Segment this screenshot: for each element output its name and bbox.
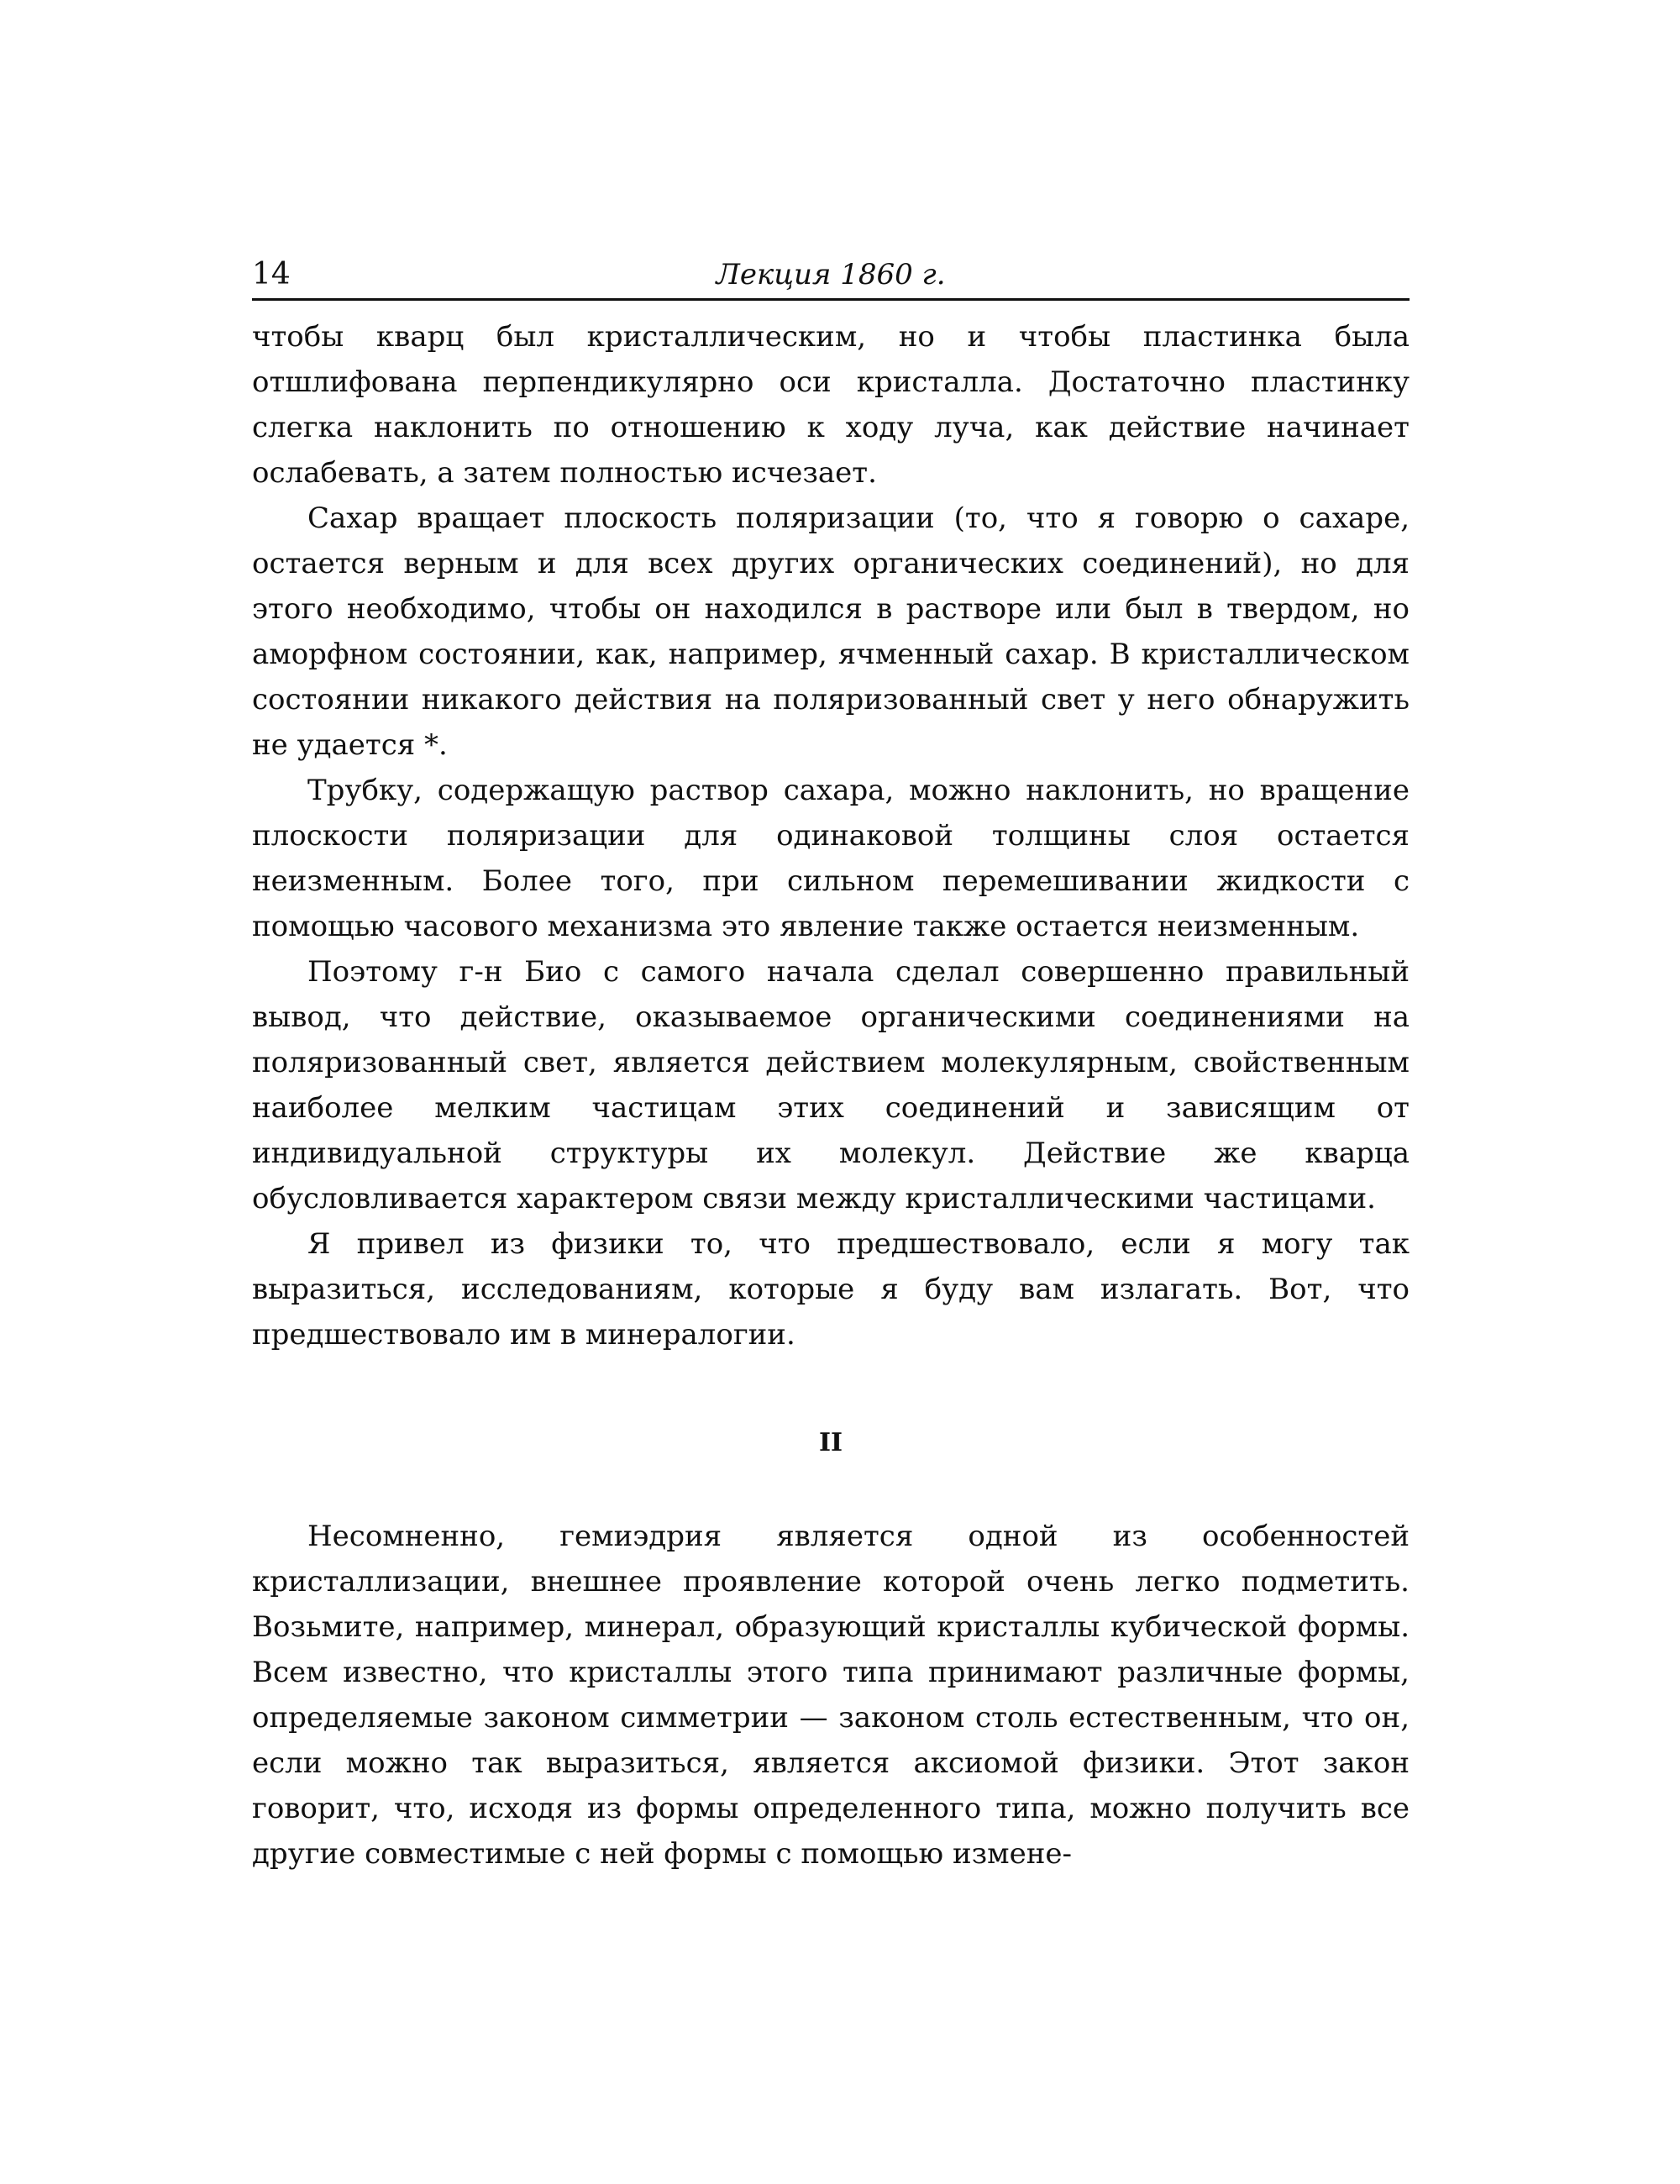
book-page (252, 256, 1410, 1877)
running-head (252, 256, 1410, 301)
body-text (252, 314, 1410, 1877)
paragraph-hemihedry: Несомненно, гемиэдрия является одной из особенностей кристаллизации, внешнее проявление которой очень легко подметить. Возьмите, например, минерал, образующий кристаллы кубической формы. Всем известно, что кристаллы этого типа принимают различные формы, определяемые законом симметрии — законом столь естественным, что он, если можно так выразиться, является аксиомой физики. Этот закон говорит, что, исходя из формы определенного типа, можно получить все другие совместимые с ней формы с помощью измене- (252, 1520, 1410, 1871)
paragraph-physics: Я привел из физики то, что предшествовало, если я могу так выразиться, исследованиям, которые я буду вам излагать. Вот, что предшествовало им в минералогии. (252, 1227, 1410, 1352)
paragraph-biot: Поэтому г-н Био с самого начала сделал совершенно правильный вывод, что действие, оказываемое органическими соединениями на поляризованный свет, является действием молекулярным, свойственным наиболее мелким частицам этих соединений и зависящим от индивидуальной структуры их молекул. Действие же кварца обусловливается характером связи между кристаллическими частицами. (252, 955, 1410, 1215)
page-number: 14 (252, 257, 291, 291)
paragraph-sugar: Сахар вращает плоскость поляризации (то, что я говорю о сахаре, остается верным и для всех других органических соединений), но для этого необходимо, чтобы он находился в растворе или был в твердом, но аморфном состоянии, как, например, ячменный сахар. В кристаллическом состоянии никакого действия на поляризованный свет у него обнаружить не удается *. (252, 501, 1410, 762)
running-title: Лекция 1860 г. (716, 258, 946, 291)
paragraph-continuation: чтобы кварц был кристаллическим, но и чтобы пластинка была отшлифована перпендикулярно оси кристалла. Достаточно пластинку слегка наклонить по отношению к ходу луча, как действие начинает ослабевать, а затем полностью исчезает. (252, 320, 1410, 490)
paragraph-tube: Трубку, содержащую раствор сахара, можно наклонить, но вращение плоскости поляризации для одинаковой толщины слоя остается неизменным. Более того, при сильном перемешивании жидкости с помощью часового механизма это явление также остается неизменным. (252, 774, 1410, 943)
section-heading: II (818, 1428, 843, 1457)
